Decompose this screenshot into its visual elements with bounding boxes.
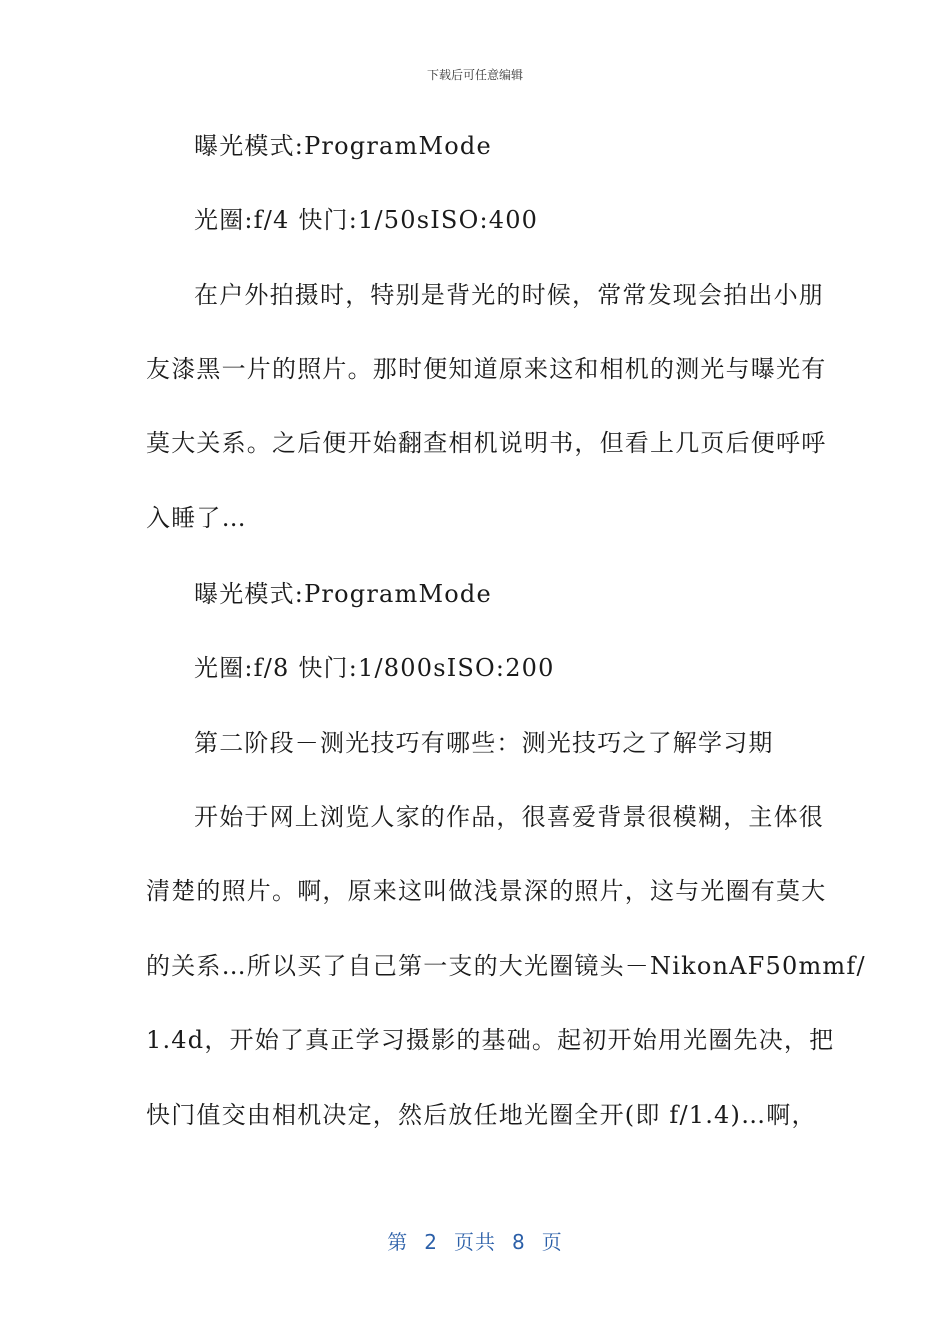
footer-middle: 页共: [454, 1230, 496, 1254]
footer-suffix: 页: [541, 1230, 563, 1254]
paragraph-1-line-2: 友漆黑一片的照片。那时便知道原来这和相机的测光与曝光有: [146, 355, 827, 383]
paragraph-1-line-3: 莫大关系。之后便开始翻查相机说明书，但看上几页后便呼呼: [146, 429, 827, 457]
footer-prefix: 第: [387, 1230, 409, 1254]
paragraph-2-line-5: 快门值交由相机决定，然后放任地光圈全开(即 f/1.4)…啊，: [146, 1101, 817, 1129]
page-number-footer: [0, 1226, 950, 1255]
paragraph-2-line-1: 开始于网上浏览人家的作品，很喜爱背景很模糊，主体很: [194, 803, 824, 831]
paragraph-2-line-4: 1.4d，开始了真正学习摄影的基础。起初开始用光圈先决，把: [146, 1026, 835, 1054]
exposure-mode-line-2: 曝光模式:ProgramMode: [194, 580, 492, 608]
page-header-note: 下载后可任意编辑: [426, 68, 523, 82]
aperture-shutter-line-1: 光圈:f/4 快门:1/50sISO:400: [194, 206, 539, 234]
footer-total-pages: 8: [512, 1230, 526, 1254]
footer-current-page: 2: [424, 1230, 438, 1254]
paragraph-2-line-3: 的关系…所以买了自己第一支的大光圈镜头－NikonAF50mmf/: [146, 952, 866, 980]
paragraph-1-line-1: 在户外拍摄时，特别是背光的时候，常常发现会拍出小朋: [194, 281, 824, 309]
paragraph-2-line-2: 清楚的照片。啊，原来这叫做浅景深的照片，这与光圈有莫大: [146, 877, 827, 905]
aperture-shutter-line-2: 光圈:f/8 快门:1/800sISO:200: [194, 654, 555, 682]
exposure-mode-line-1: 曝光模式:ProgramMode: [194, 132, 492, 160]
paragraph-1-line-4: 入睡了…: [146, 504, 247, 532]
section-heading: 第二阶段－测光技巧有哪些：测光技巧之了解学习期: [194, 729, 774, 757]
